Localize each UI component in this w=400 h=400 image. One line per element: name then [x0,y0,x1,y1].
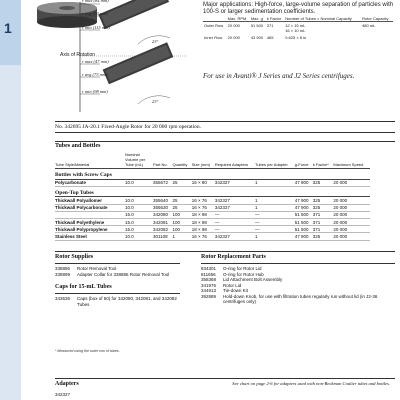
part-description: Adapter Collar for 338886 Rotor Removal Tool [77,271,170,277]
table-cell: 100 [172,226,191,233]
table-cell: 47 900 [295,204,313,211]
table-cell: 16 × 76 [192,204,215,211]
rotor-part-line: No. 342695 JA-20.1 Fixed-Angle Rotor for 20 000 rpm operation. [55,124,202,130]
table-cell: Thickwall Polypropylene [55,226,125,233]
table-cell: 342082 [153,226,172,233]
table-cell: 1 [255,179,295,186]
table-cell: 355672 [153,179,172,186]
table-cell: — [215,218,255,225]
table-cell: 47 900 [295,233,313,240]
outer-angle-label: 23° [152,39,159,44]
table-cell: 371 [313,218,334,225]
tubes-header: Tube Style/Material [55,152,125,169]
table-cell: 25 [172,197,191,204]
table-cell: 51 500 [295,218,313,225]
table-cell: 20 000 [333,204,370,211]
part-number: 338899 [55,271,71,277]
table-cell: 301108 [153,233,172,240]
tubes-group-label: Open-Top Tubes [55,186,370,197]
table-cell: 325 [313,233,334,240]
tubes-header-row [55,152,370,169]
table-cell: 1 [255,197,295,204]
part-description: Rotor Lid [223,282,242,288]
table-cell: 342081 [153,218,172,225]
spec-row [203,22,393,35]
tubes-table [55,152,370,241]
table-cell: 342080 [153,211,172,218]
table-cell: 355640 [153,197,172,204]
part-number: 811656 [201,271,216,277]
spec-header: k Factor [266,16,284,22]
caps-title: Caps for 15-mL Tubes [55,284,112,290]
table-cell: Polycarbonate [55,179,125,186]
table-cell: 325 [313,197,334,204]
part-number: 358368 [201,277,217,282]
part-description: Caps (box of 50) for 342080, 342081, and 342082 Tubes [77,296,177,307]
table-cell: 325 [313,204,334,211]
divider [55,121,395,122]
section-number: 1 [4,20,12,36]
spec-row [203,34,393,41]
table-cell: 18 × 98 [192,211,215,218]
table-cell: 325 [313,179,334,186]
table-row [55,226,370,233]
tubes-section-title: Tubes and Bottles [55,143,101,149]
table-cell: 342327 [215,233,255,240]
outer-ravg-label: r avg (99 mm) [82,11,108,16]
table-cell: 15.0 [125,226,153,233]
table-cell: 20 000 [333,179,370,186]
spec-cell: Inner Row [204,35,223,40]
section-tab [0,0,21,65]
table-cell: 1 [255,233,295,240]
part-description: O-ring for Rotor Lid [223,266,262,271]
table-cell: 25 [172,204,191,211]
inner-rmax-label: r max (47 mm) [82,59,109,64]
spec-cell: Outer Row [204,23,224,28]
spec-cell [361,34,393,41]
table-cell: 20 000 [333,226,370,233]
table-cell: 15.0 [125,211,153,218]
divider [55,251,395,252]
part-number: 341976 [201,282,217,288]
table-cell: — [255,211,295,218]
footnote: * Measured using the outer row of tubes. [55,349,120,353]
spec-table [203,16,393,41]
table-cell: 20 000 [333,211,370,218]
spec-cell: 480 mL [362,23,376,28]
tubes-header: Tubes per Adapter [255,152,295,169]
spec-cell: 465 [266,35,274,40]
adapters-note: See chart on page 2-6 for adapters used with non-Beckman Coulter tubes and bottles. [232,381,390,386]
spec-cell: 371 [266,23,274,28]
tubes-group-row [55,186,370,197]
part-number: 392889 [201,293,217,299]
table-cell: 20 000 [333,233,370,240]
table-row [55,218,370,225]
usage-note: For use in Avanti® J Series and J2 Series centrifuges. [203,72,355,80]
spec-cell: 51 500 [250,23,264,28]
spec-header: Max. RPM [227,16,250,22]
table-cell [55,211,125,218]
inner-angle-label: 23° [152,99,159,104]
caps-list [55,296,185,307]
table-cell: 15.0 [125,218,153,225]
axis-of-rotation-label: Axis of Rotation [60,52,96,58]
rotor-supplies-list [55,266,185,277]
tubes-group-label: Bottles with Screw Caps [55,169,370,180]
table-cell: Thickwall Polycarbonate [55,204,125,211]
side-rule [0,65,21,400]
table-cell: Stainless Steel [55,233,125,240]
spec-header: Max. g [250,16,266,22]
spec-cell: 20 000 [227,23,240,28]
tubes-header: k Factor* [313,152,334,169]
table-cell: 18 × 98 [192,218,215,225]
table-cell: Thickwall Polyallomer [55,197,125,204]
table-row [55,211,370,218]
table-cell: 10.0 [125,233,153,240]
table-cell: 355630 [153,204,172,211]
adapters-title: Adapters [55,381,79,387]
rotor-supplies-title: Rotor Supplies [55,254,94,260]
spec-cell: 0.625 × 8 in [285,35,307,40]
replacement-parts-list [201,266,391,305]
table-cell: 16 × 76 [192,233,215,240]
tubes-header: Part No. [153,152,172,169]
table-cell: 47 900 [295,197,313,204]
table-cell: — [255,226,295,233]
divider [55,132,395,133]
tubes-header: g-Force [295,152,313,169]
outer-rmin-label: r min (115 mm) [82,25,110,30]
part-number: 344913 [201,288,217,293]
inner-ravg-label: r avg (73 mm) [82,72,108,77]
table-cell: — [215,226,255,233]
table-row [55,197,370,204]
table-cell: 10.0 [125,204,153,211]
table-cell: — [215,211,255,218]
spec-header: Rotor Capacity [361,16,393,22]
table-cell: 100 [172,211,191,218]
part-number: 834301 [201,266,217,271]
outer-rmax-label: r max (84 mm) [82,0,109,3]
divider [201,263,395,264]
tubes-header: Nominal Volume per Tube (mL) [125,152,153,169]
divider [55,378,395,379]
divider [55,263,180,264]
applications-text: Major applications: High-force, large-volume separation of particles with 100-S or larger sedimentation coefficients. [203,2,394,15]
part-number: 338886 [55,266,71,271]
spec-header-row [203,16,393,22]
table-cell: 25 [172,179,191,186]
table-cell: 20 000 [333,218,370,225]
spec-cell: 20 000 [227,35,240,40]
table-cell: 16 × 80 [192,179,215,186]
part-description: Hold-down Knob, for use with filtration tubes regularly run without lid (in J2-36 centrifuges only) [223,293,378,304]
replacement-parts-title: Rotor Replacement Parts [201,254,266,260]
spec-cell: 12 × 15 mL 16 × 10 mL [285,23,306,33]
part-description: O-ring for Rotor Hub [223,271,264,277]
table-cell: 342327 [215,197,255,204]
tubes-header: Size (mm) [192,152,215,169]
table-cell: 342327 [215,179,255,186]
tubes-header: Maximum Speed [333,152,370,169]
table-cell: 51 500 [295,211,313,218]
divider [55,293,180,294]
part-description: Lid Attachment Bolt Assembly [223,277,283,282]
table-cell: 16 × 76 [192,197,215,204]
inner-rmin-label: r min (98 mm) [82,89,108,94]
tubes-group-row [55,169,370,180]
list-item [55,296,185,307]
divider [55,141,395,142]
table-cell: Thickwall Polyethylene [55,218,125,225]
table-cell: 18 × 98 [192,226,215,233]
list-item [55,272,185,278]
table-cell: 371 [313,226,334,233]
table-cell: 20 000 [333,197,370,204]
table-cell: 100 [172,218,191,225]
table-cell: 342327 [215,204,255,211]
table-cell: 47 900 [295,179,313,186]
table-cell: 10.0 [125,179,153,186]
table-cell: 51 500 [295,226,313,233]
table-cell: 1 [255,204,295,211]
table-cell: 1 [172,233,191,240]
table-row [55,233,370,240]
adapters-part: 342327 [55,392,71,397]
table-row [55,179,370,186]
tubes-header: Quantity [172,152,191,169]
spec-cell: 43 900 [250,35,264,40]
part-description: Rotor Removal Tool [77,266,117,271]
table-cell: 371 [313,211,334,218]
table-cell: 10.0 [125,197,153,204]
spec-header: Number of Tubes × Nominal Capacity [284,16,361,22]
table-cell: — [255,218,295,225]
part-description: Tie-down Kit [223,288,248,293]
list-item [201,294,391,305]
tubes-header: Required Adapters [215,152,255,169]
table-row [55,204,370,211]
part-number: 343636 [55,296,71,301]
